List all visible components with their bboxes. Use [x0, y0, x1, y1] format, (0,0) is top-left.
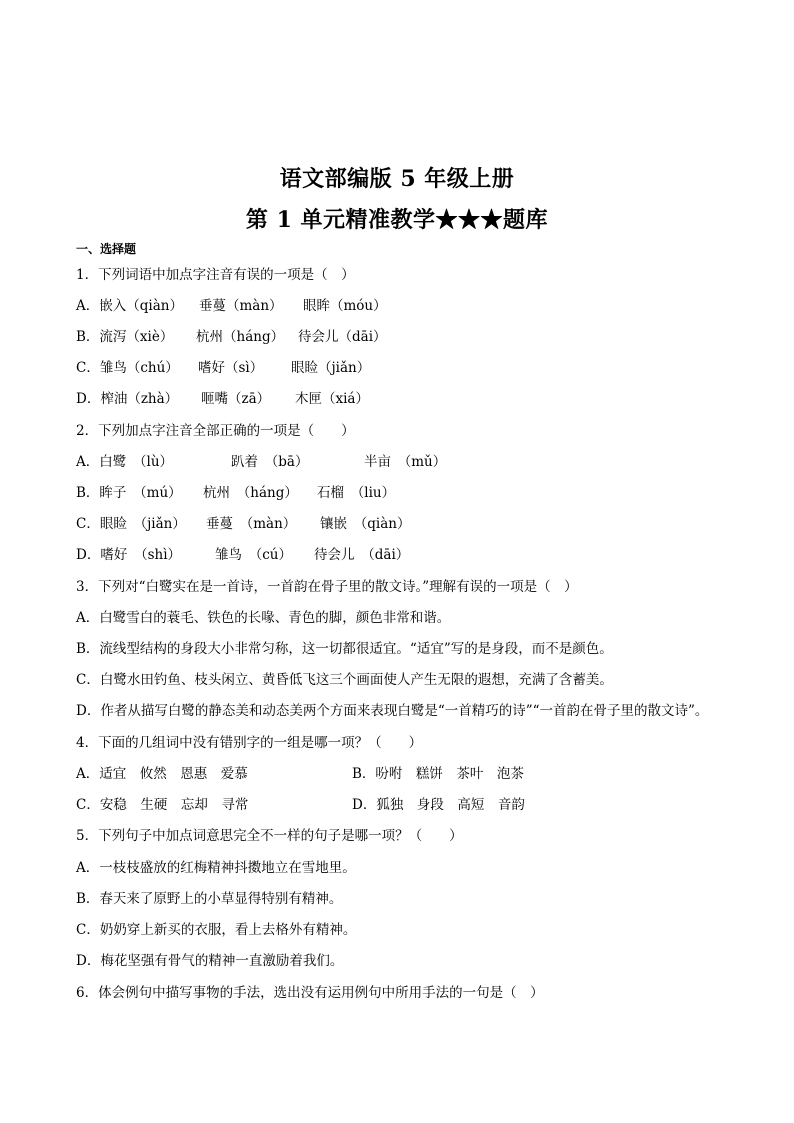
question-5-option-c: C．奶奶穿上新买的衣服，看上去格外有精神。 [76, 922, 357, 938]
option-item: 咂嘴（zā） [201, 391, 271, 407]
question-3-stem: 3．下列对“白鹭实在是一首诗，一首韵在骨子里的散文诗。”理解有误的一项是（ ） [76, 579, 578, 595]
document-title: 语文部编版 5 年级上册 [279, 166, 515, 192]
question-3-option-a: A．白鹭雪白的蓑毛、铁色的长喙、青色的脚，颜色非常和谐。 [76, 610, 451, 626]
question-3-option-b: B．流线型结构的身段大小非常匀称，这一切都很适宜。“适宜”写的是身段，而不是颜色。 [76, 641, 613, 657]
option-item: 半亩 （mǔ） [364, 454, 447, 470]
option-item: 眼眸（móu） [303, 298, 387, 314]
question-3-option-c: C．白鹭水田钓鱼、枝头闲立、黄昏低飞这三个画面使人产生无限的遐想，充满了含蓄美。 [76, 672, 613, 688]
option-item: 杭州（háng） [196, 329, 285, 345]
option-item: B．流泻（xiè） [76, 329, 174, 345]
option-item: C．雏鸟（chú） [76, 360, 179, 376]
question-4-option-c: C．安稳 生硬 忘却 寻常 [76, 797, 249, 813]
option-item: C．眼睑 （jiǎn） [76, 516, 186, 532]
option-item: A．嵌入（qiàn） [76, 298, 183, 314]
option-item: 垂蔓 （màn） [206, 516, 297, 532]
option-item: 镶嵌 （qiàn） [320, 516, 411, 532]
question-5-stem: 5．下列句子中加点词意思完全不一样的句子是哪一项？（ ） [76, 828, 463, 844]
option-item: 嗜好（sì） [198, 360, 264, 376]
option-item: B．眸子 （mú） [76, 485, 182, 501]
option-item: D．榨油（zhà） [76, 391, 179, 407]
question-6-stem: 6．体会例句中描写事物的手法，选出没有运用例句中所用手法的一句是（ ） [76, 985, 544, 1001]
section-heading: 一、选择题 [76, 242, 137, 256]
option-item: 石榴 （liu） [317, 485, 396, 501]
question-3-option-d: D．作者从描写白鹭的静态美和动态美两个方面来表现白鹭是“一首精巧的诗”“一首韵在骨子里的散文诗”。 [76, 703, 709, 719]
option-item: A．白鹭 （lù） [76, 454, 174, 470]
question-2-stem: 2．下列加点字注音全部正确的一项是（ ） [76, 423, 355, 439]
question-4-option-a: A．适宜 攸然 恩惠 爱慕 [76, 766, 248, 782]
option-item: 待会儿 （dāi） [314, 547, 410, 563]
option-item: 垂蔓（màn） [199, 298, 283, 314]
document-subtitle: 第 1 单元精准教学★★★题库 [245, 207, 549, 233]
question-5-option-d: D．梅花坚强有骨气的精神一直激励着我们。 [76, 953, 344, 969]
question-5-option-a: A．一枝枝盛放的红梅精神抖擞地立在雪地里。 [76, 860, 356, 876]
option-item: 趴着 （bā） [231, 454, 309, 470]
option-item: 眼睑（jiǎn） [291, 360, 371, 376]
option-item: D．嗜好 （shì） [76, 547, 182, 563]
option-item: 待会儿（dāi） [298, 329, 387, 345]
option-item: 雏鸟 （cú） [215, 547, 293, 563]
question-4-option-b: B．吩咐 糕饼 茶叶 泡茶 [352, 766, 524, 782]
question-4-option-d: D．狐独 身段 高短 音韵 [352, 797, 525, 813]
option-item: 木匣（xiá） [295, 391, 369, 407]
option-item: 杭州 （háng） [203, 485, 298, 501]
question-4-stem: 4．下面的几组词中没有错别字的一组是哪一项？（ ） [76, 735, 423, 751]
question-1-stem: 1．下列词语中加点字注音有误的一项是（ ） [76, 267, 355, 283]
question-5-option-b: B．春天来了原野上的小草显得特别有精神。 [76, 891, 343, 907]
